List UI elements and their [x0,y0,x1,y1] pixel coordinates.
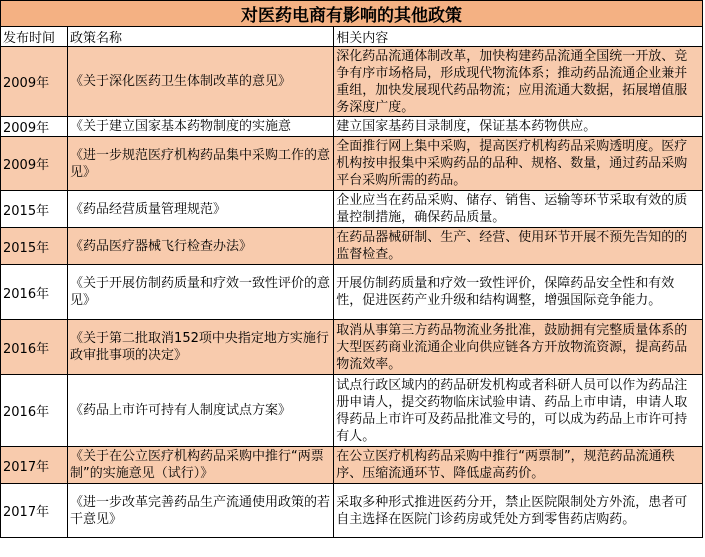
row-content: 在公立医疗机构药品采购中推行“两票制”，规范药品流通秩序、压缩流通环节、降低虚高药价。 [334,447,703,484]
table-row [1,265,703,320]
row-year: 2016年 [1,375,68,447]
row-year: 2016年 [1,320,68,375]
row-policy-name: 《药品医疗器械飞行检查办法》 [68,228,334,265]
table-row [1,117,703,137]
table-row [1,484,703,538]
table-row [1,375,703,447]
header-content: 相关内容 [334,27,703,47]
table-row [1,47,703,117]
row-policy-name: 《关于深化医药卫生体制改革的意见》 [68,47,334,117]
row-policy-name: 《关于在公立医疗机构药品采购中推行“两票制”的实施意见（试行）》 [68,447,334,484]
table-row [1,137,703,191]
row-year: 2009年 [1,117,68,137]
row-content: 采取多种形式推进医药分开，禁止医院限制处方外流，患者可自主选择在医院门诊药房或凭处方到零售药店购药。 [334,484,703,538]
table-row [1,320,703,375]
row-content: 深化药品流通体制改革，加快构建药品流通全国统一开放、竞争有序市场格局，形成现代物流体系；推动药品流通企业兼并重组，加快发展现代药品物流；应用流通大数据，拓展增值服务深度广度。 [334,47,703,117]
row-policy-name: 《关于建立国家基本药物制度的实施意 [68,117,334,137]
row-content: 试点行政区域内的药品研发机构或者科研人员可以作为药品注册申请人，提交药物临床试验申请、药品上市申请，申请人取得药品上市许可及药品批准文号的，可以成为药品上市许可持有人。 [334,375,703,447]
row-policy-name: 《药品经营质量管理规范》 [68,191,334,228]
row-year: 2015年 [1,191,68,228]
row-content: 建立国家基药目录制度，保证基本药物供应。 [334,117,703,137]
table-row [1,191,703,228]
row-year: 2009年 [1,137,68,191]
row-year: 2017年 [1,447,68,484]
header-row [1,27,703,47]
row-content: 企业应当在药品采购、储存、销售、运输等环节采取有效的质量控制措施，确保药品质量。 [334,191,703,228]
row-year: 2016年 [1,265,68,320]
row-year: 2009年 [1,47,68,117]
table-row [1,228,703,265]
row-policy-name: 《进一步规范医疗机构药品集中采购工作的意见》 [68,137,334,191]
row-policy-name: 《关于第二批取消152项中央指定地方实施行政审批事项的决定》 [68,320,334,375]
row-content: 取消从事第三方药品物流业务批准，鼓励拥有完整质量体系的大型医药商业流通企业向供应链各方开放物流资源，提高药品物流效率。 [334,320,703,375]
table-title: 对医药电商有影响的其他政策 [1,1,703,27]
row-policy-name: 《进一步改革完善药品生产流通使用政策的若干意见》 [68,484,334,538]
row-content: 开展仿制药质量和疗效一致性评价，保障药品安全性和有效性，促进医药产业升级和结构调整，增强国际竞争能力。 [334,265,703,320]
header-year: 发布时间 [1,27,68,47]
table-row [1,447,703,484]
row-policy-name: 《药品上市许可持有人制度试点方案》 [68,375,334,447]
row-year: 2015年 [1,228,68,265]
row-content: 全面推行网上集中采购，提高医疗机构药品采购透明度。医疗机构按申报集中采购药品的品种、规格、数量，通过药品采购平台采购所需的药品。 [334,137,703,191]
header-name: 政策名称 [68,27,334,47]
row-policy-name: 《关于开展仿制药质量和疗效一致性评价的意见》 [68,265,334,320]
row-year: 2017年 [1,484,68,538]
title-row [1,1,703,27]
row-content: 在药品器械研制、生产、经营、使用环节开展不预先告知的的监督检查。 [334,228,703,265]
